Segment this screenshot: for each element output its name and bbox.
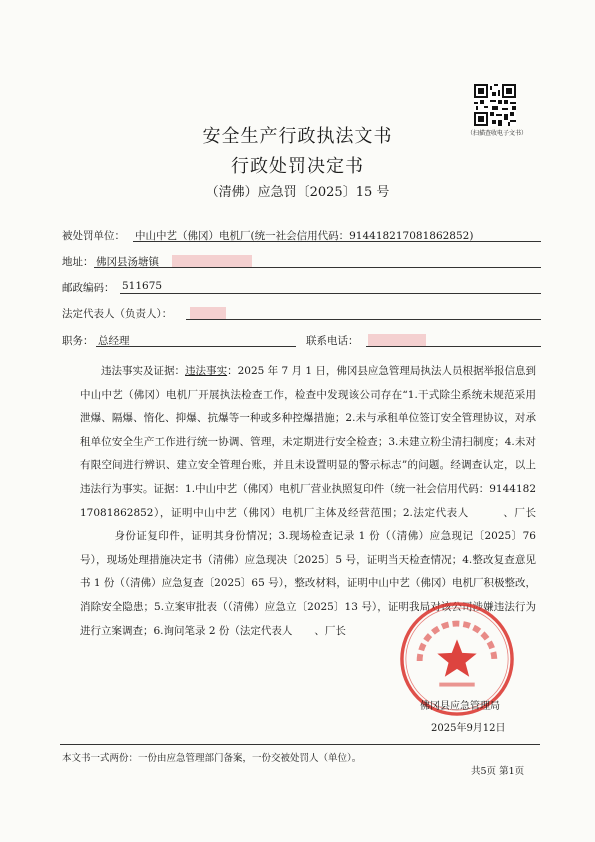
party-value: 中山中艺（佛冈）电机厂(统一社会信用代码：914418217081862852) <box>135 230 474 242</box>
postcode-label: 邮政编码： <box>62 282 115 294</box>
phone-label: 联系电话： <box>306 335 359 347</box>
redaction <box>190 307 226 319</box>
qr-caption: （扫描查收电子文书） <box>466 130 527 137</box>
legal-rep-label: 法定代表人（负责人）： <box>62 308 173 320</box>
facts-text-4: 、厂长 <box>314 624 346 637</box>
document-number: （清佛）应急罚〔2025〕15 号 <box>205 185 390 200</box>
address-underline <box>94 267 541 268</box>
facts-text-2: 、厂长 <box>502 506 536 519</box>
footer-divider <box>60 744 540 745</box>
issue-date: 2025年9月12日 <box>431 723 506 734</box>
issuing-authority: 佛冈县应急管理局 <box>420 701 500 712</box>
position-underline <box>96 346 296 347</box>
address-label: 地址： <box>62 256 94 268</box>
party-label: 被处罚单位： <box>62 230 125 242</box>
redaction <box>172 255 252 267</box>
position-value: 总经理 <box>98 335 130 347</box>
facts-text-3: 身份证复印件，证明其身份情况；3.现场检查记录 1 份（（清佛）应急现记〔2025〕76 号），现场处理措施决定书（清佛）应急现决〔2025〕5 号，证明当天检查情况；4.整改复查意见书 1 份（（清佛）应急复查〔2025〕65 号），整改材料，证明中山中艺（佛冈）电机厂积极整改，消除安全隐患；5.立案审批表（（清佛）应急立〔2025〕13 号），证明我局对该公司涉嫌违法行为进行立案调查；6.询问笔录 2 份（法定代表人 <box>80 530 536 637</box>
document-title: 行政处罚决定书 <box>231 156 364 177</box>
postcode-value: 511675 <box>122 280 163 292</box>
facts-heading: 违法事实及证据： <box>101 365 186 377</box>
legal-rep-underline <box>186 319 541 320</box>
facts-text: ：2025 年 7 月 1 日，佛冈县应急管理局执法人员根据举报信息到中山中艺（佛冈）电机厂开展执法检查工作，检查中发现该公司存在“1.干式除尘系统未规范采用泄爆、隔爆、惰化、抑爆、抗爆等一种或多种控爆措施；2.未与承租单位签订安全管理协议，对承租单位安全生产工作进行统一协调、管理，未定期进行安全检查；3.未建立粉尘清扫制度；4.未对有限空间进行辨识、建立安全管理台账，并且未设置明显的警示标志”的问题。经调查认定，以上违法行为事实。证据：1.中山中艺（佛冈）电机厂营业执照复印件（统一社会信用代码：914418217081862852），证明中山中艺（佛冈）电机厂主体及经营范围；2.法定代表人 <box>80 365 537 519</box>
party-underline <box>133 241 541 242</box>
qr-code-icon <box>474 84 516 126</box>
phone-underline <box>366 346 541 347</box>
document-category-title: 安全生产行政执法文书 <box>202 126 393 147</box>
redaction <box>368 334 426 346</box>
postcode-underline <box>120 293 541 294</box>
position-label: 职务： <box>62 335 94 347</box>
copies-note: 本文书一式两份：一份由应急管理部门备案，一份交被处罚人（单位）。 <box>62 753 362 764</box>
facts-subheading: 违法事实 <box>185 365 228 377</box>
address-value: 佛冈县汤塘镇 <box>96 256 159 268</box>
page-counter: 共5页 第1页 <box>471 766 525 777</box>
